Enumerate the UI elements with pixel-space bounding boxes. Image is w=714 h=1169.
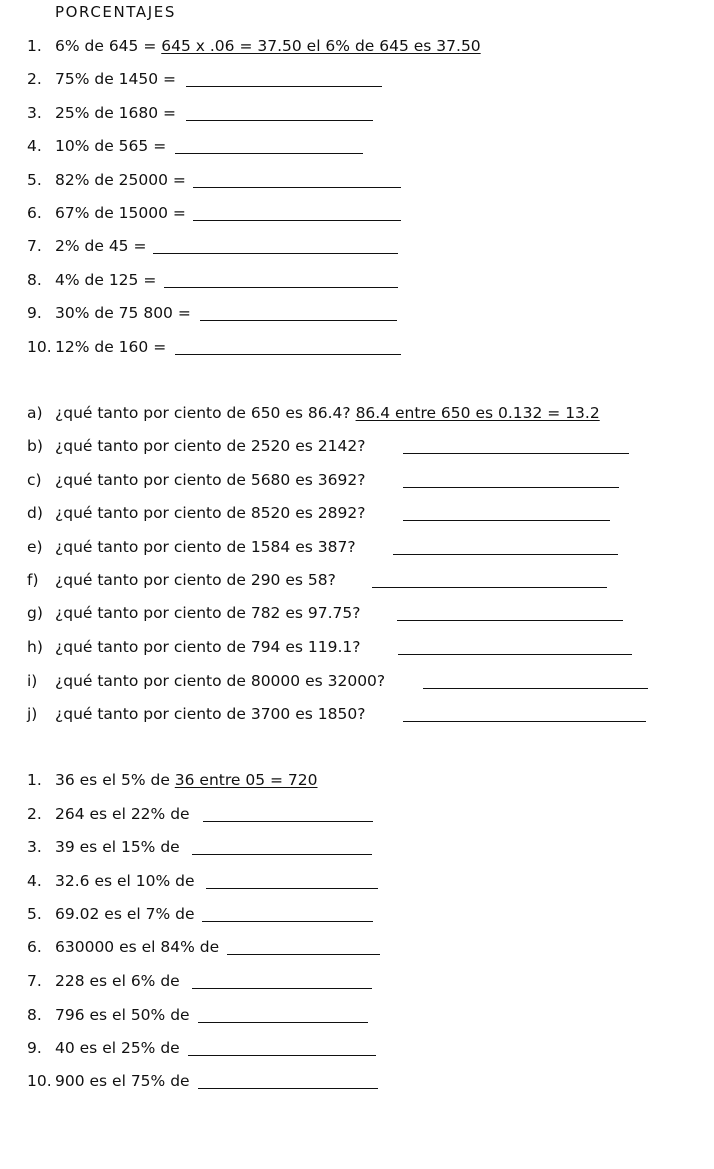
question-text: 228 es el 6% de	[55, 972, 180, 990]
answer-blank[interactable]	[403, 487, 619, 488]
worked-answer: 645 x .06 = 37.50 el 6% de 645 es 37.50	[161, 37, 481, 55]
question-text: 67% de 15000 =	[55, 204, 186, 222]
answer-blank[interactable]	[193, 220, 401, 221]
answer-blank[interactable]	[198, 1088, 378, 1089]
question-text: ¿qué tanto por ciento de 2520 es 2142?	[55, 437, 366, 455]
item-number: 9.	[27, 304, 42, 322]
question-text: 630000 es el 84% de	[55, 938, 220, 956]
answer-blank[interactable]	[186, 120, 373, 121]
answer-blank[interactable]	[393, 554, 618, 555]
answer-blank[interactable]	[227, 954, 380, 955]
answer-blank[interactable]	[372, 587, 607, 588]
item-number: 3.	[27, 104, 42, 122]
item-letter: c)	[27, 471, 42, 489]
item-number: 3.	[27, 838, 42, 856]
answer-blank[interactable]	[397, 620, 623, 621]
item-letter: j)	[27, 705, 38, 723]
worked-answer: 36 entre 05 = 720	[174, 771, 318, 789]
question-text: 75% de 1450 =	[55, 70, 177, 88]
item-number: 1.	[27, 771, 42, 789]
item-letter: d)	[27, 504, 43, 522]
question-text: 82% de 25000 =	[55, 171, 186, 189]
item-number: 5.	[27, 905, 42, 923]
item-number: 1.	[27, 37, 42, 55]
question-text: ¿qué tanto por ciento de 80000 es 32000?	[55, 672, 386, 690]
answer-blank[interactable]	[192, 854, 372, 855]
item-letter: h)	[27, 638, 43, 656]
question-text: ¿qué tanto por ciento de 794 es 119.1?	[55, 638, 361, 656]
answer-blank[interactable]	[403, 453, 629, 454]
answer-blank[interactable]	[186, 86, 382, 87]
question-text: 25% de 1680 =	[55, 104, 177, 122]
question-text: 69.02 es el 7% de	[55, 905, 195, 923]
answer-blank[interactable]	[153, 253, 398, 254]
item-number: 8.	[27, 1006, 42, 1024]
question-text: 6% de 645 =	[55, 37, 162, 55]
item-number: 7.	[27, 237, 42, 255]
question-text: ¿qué tanto por ciento de 782 es 97.75?	[55, 604, 361, 622]
question-text: ¿qué tanto por ciento de 3700 es 1850?	[55, 705, 366, 723]
question-text: 796 es el 50% de	[55, 1006, 190, 1024]
answer-blank[interactable]	[198, 1022, 368, 1023]
item-text	[55, 34, 481, 58]
answer-blank[interactable]	[206, 888, 378, 889]
item-number: 6.	[27, 204, 42, 222]
question-text: 32.6 es el 10% de	[55, 872, 195, 890]
question-text: 36 es el 5% de	[55, 771, 175, 789]
answer-blank[interactable]	[202, 921, 373, 922]
worked-answer: 86.4 entre 650 es 0.132 = 13.2	[355, 404, 600, 422]
question-text: ¿qué tanto por ciento de 650 es 86.4?	[55, 404, 356, 422]
answer-blank[interactable]	[200, 320, 397, 321]
question-text: 40 es el 25% de	[55, 1039, 180, 1057]
item-number: 10.	[27, 1072, 52, 1090]
item-number: 9.	[27, 1039, 42, 1057]
question-text: 12% de 160 =	[55, 338, 167, 356]
question-text: 10% de 565 =	[55, 137, 167, 155]
question-text: ¿qué tanto por ciento de 5680 es 3692?	[55, 471, 366, 489]
answer-blank[interactable]	[403, 520, 610, 521]
item-letter: g)	[27, 604, 43, 622]
item-letter: b)	[27, 437, 43, 455]
answer-blank[interactable]	[403, 721, 646, 722]
page-title: PORCENTAJES	[55, 3, 176, 21]
item-text	[55, 401, 600, 425]
answer-blank[interactable]	[398, 654, 632, 655]
question-text: ¿qué tanto por ciento de 290 es 58?	[55, 571, 336, 589]
item-number: 7.	[27, 972, 42, 990]
answer-blank[interactable]	[423, 688, 648, 689]
item-number: 8.	[27, 271, 42, 289]
item-number: 4.	[27, 872, 42, 890]
answer-blank[interactable]	[188, 1055, 376, 1056]
question-text: ¿qué tanto por ciento de 1584 es 387?	[55, 538, 356, 556]
question-text: ¿qué tanto por ciento de 8520 es 2892?	[55, 504, 366, 522]
item-text	[55, 768, 318, 792]
question-text: 900 es el 75% de	[55, 1072, 190, 1090]
item-letter: f)	[27, 571, 39, 589]
answer-blank[interactable]	[203, 821, 373, 822]
answer-blank[interactable]	[175, 153, 363, 154]
item-letter: i)	[27, 672, 38, 690]
question-text: 2% de 45 =	[55, 237, 147, 255]
item-number: 4.	[27, 137, 42, 155]
item-number: 2.	[27, 805, 42, 823]
answer-blank[interactable]	[175, 354, 401, 355]
item-number: 6.	[27, 938, 42, 956]
item-number: 5.	[27, 171, 42, 189]
item-letter: a)	[27, 404, 43, 422]
item-letter: e)	[27, 538, 43, 556]
question-text: 30% de 75 800 =	[55, 304, 191, 322]
answer-blank[interactable]	[164, 287, 398, 288]
question-text: 264 es el 22% de	[55, 805, 190, 823]
answer-blank[interactable]	[192, 988, 372, 989]
question-text: 4% de 125 =	[55, 271, 157, 289]
item-number: 10.	[27, 338, 52, 356]
question-text: 39 es el 15% de	[55, 838, 180, 856]
answer-blank[interactable]	[193, 187, 401, 188]
item-number: 2.	[27, 70, 42, 88]
